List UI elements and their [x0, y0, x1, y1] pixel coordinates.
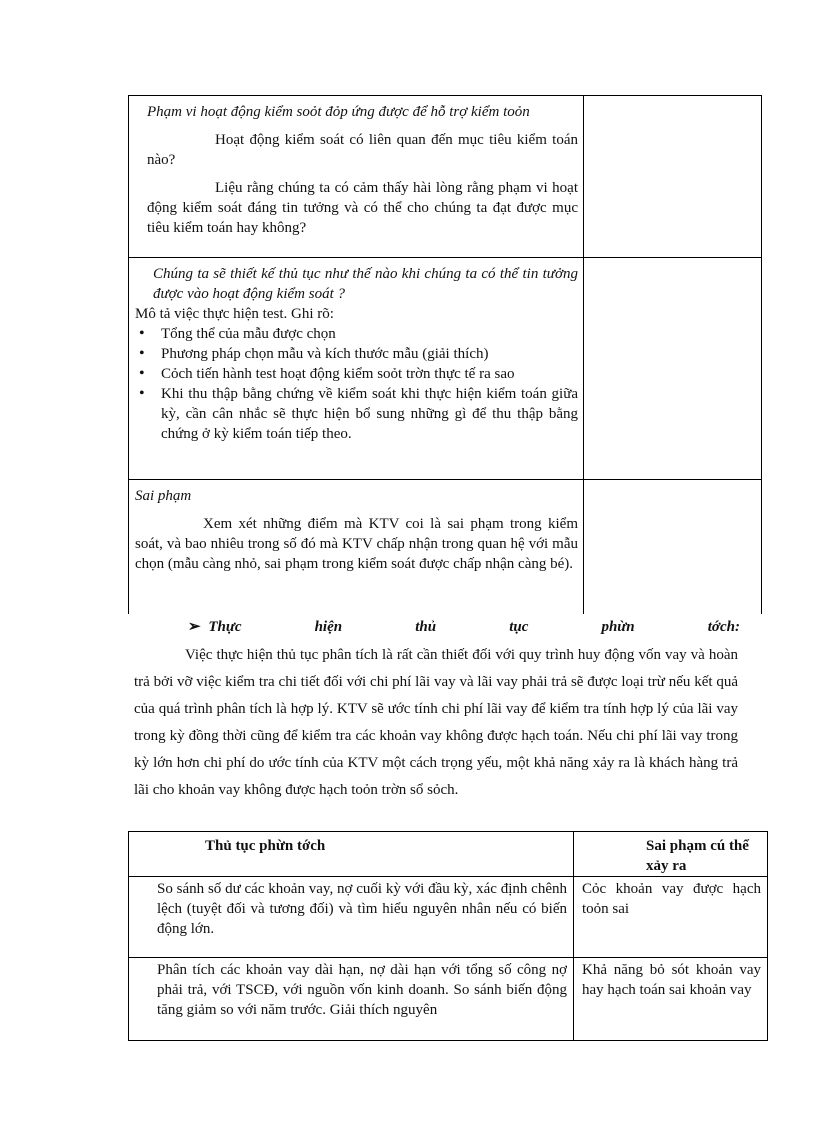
procedure-cell: Phân tích các khoản vay dài hạn, nợ dài hạn với tổng số công nợ phải trả, với TSCĐ, với nguồn vốn kinh doanh. So sánh biến động tăng giảm so với năm trước. Giải thích nguyên — [157, 962, 567, 1018]
paragraph: Xem xét những điểm mà KTV coi là sai phạm trong kiểm soát, và bao nhiêu trong số đó mà KTV chấp nhận trong quan hệ với mẫu chọn (mẫu càng nhỏ, sai phạm trong kiểm soát được chấp nhận càng bé). — [135, 516, 578, 572]
table-row — [129, 958, 768, 1041]
paragraph: Liệu rằng chúng ta có cảm thấy hài lòng rằng phạm vi hoạt động kiểm soát đáng tin tưởng và có thể cho chúng ta đạt được mục tiêu kiểm toán hay không? — [147, 180, 578, 236]
body-paragraph: Việc thực hiện thủ tục phân tích là rất cần thiết đối với quy trình huy động vốn vay và hoàn trả bởi vỡ việc kiểm tra chi tiết đối với chi phí lãi vay và lãi vay phải trả sẽ được loại trừ nếu kết quả của quá trình phân tích là hợp lý. KTV sẽ ước tính chi phí lãi vay để kiểm tra tính hợp lý của lãi vay trong kỳ đồng thời cũng để kiểm tra các khoản vay không được hạch toán. Nếu chi phí lãi vay trong kỳ lớn hơn chi phí do ước tính của KTV một cách trọng yếu, một khả năng xảy ra là khách hàng trả lãi cho khoản vay không được hạch toỏn trờn sổ sỏch. — [134, 647, 738, 798]
table-row — [129, 96, 762, 258]
bullet-list — [135, 324, 578, 444]
row-title: Phạm vi hoạt động kiểm soỏt đỏp ứng được để hỗ trợ kiểm toỏn — [147, 104, 530, 120]
table-row — [129, 258, 762, 480]
table-row — [129, 877, 768, 958]
procedure-cell: So sánh số dư các khoản vay, nợ cuối kỳ với đầu kỳ, xác định chênh lệch (tuyệt đối và tương đối) và tìm hiểu nguyên nhân nếu có biến động lớn. — [129, 877, 574, 958]
intro-text: Mô tả việc thực hiện test. Ghi rõ: — [135, 306, 334, 322]
row-title: Sai phạm — [135, 488, 192, 504]
section-heading: ➢ Thực hiện thủ tục phừn tớch: — [188, 619, 740, 635]
column-header: Sai phạm cú thể xảy ra — [574, 832, 768, 877]
risk-cell: Khả năng bỏ sót khoản vay hay hạch toán sai khoản vay — [582, 962, 761, 998]
control-evaluation-table — [128, 95, 762, 614]
list-item: • Phương pháp chọn mẫu và kích thước mẫu (giải thích) — [161, 344, 578, 364]
list-item: • Cỏch tiến hành test hoạt động kiểm soỏt trờn thực tế ra sao — [161, 364, 578, 384]
arrow-bullet-icon: ➢ — [188, 619, 201, 635]
list-item: • Khi thu thập bằng chứng về kiểm soát khi thực hiện kiểm toán giữa kỳ, cần cân nhắc sẽ thực hiện bổ sung những gì để thu thập bằng chứng ở kỳ kiểm toán tiếp theo. — [161, 384, 578, 444]
column-header: Thủ tục phừn tớch — [129, 832, 574, 877]
paragraph: Hoạt động kiểm soát có liên quan đến mục tiêu kiểm toán nào? — [147, 132, 578, 168]
list-item: • Tổng thể của mẫu được chọn — [161, 324, 578, 344]
row-title: Chúng ta sẽ thiết kế thủ tục như thế nào khi chúng ta có thể tin tưởng được vào hoạt động kiểm soát ? — [153, 266, 578, 302]
empty-cell — [584, 258, 762, 480]
table-header-row — [129, 832, 768, 877]
empty-cell — [584, 96, 762, 258]
risk-cell: Cỏc khoản vay được hạch toỏn sai — [574, 877, 768, 958]
table-row — [129, 480, 762, 614]
analytical-procedures-table — [128, 831, 768, 1041]
empty-cell — [584, 480, 762, 614]
